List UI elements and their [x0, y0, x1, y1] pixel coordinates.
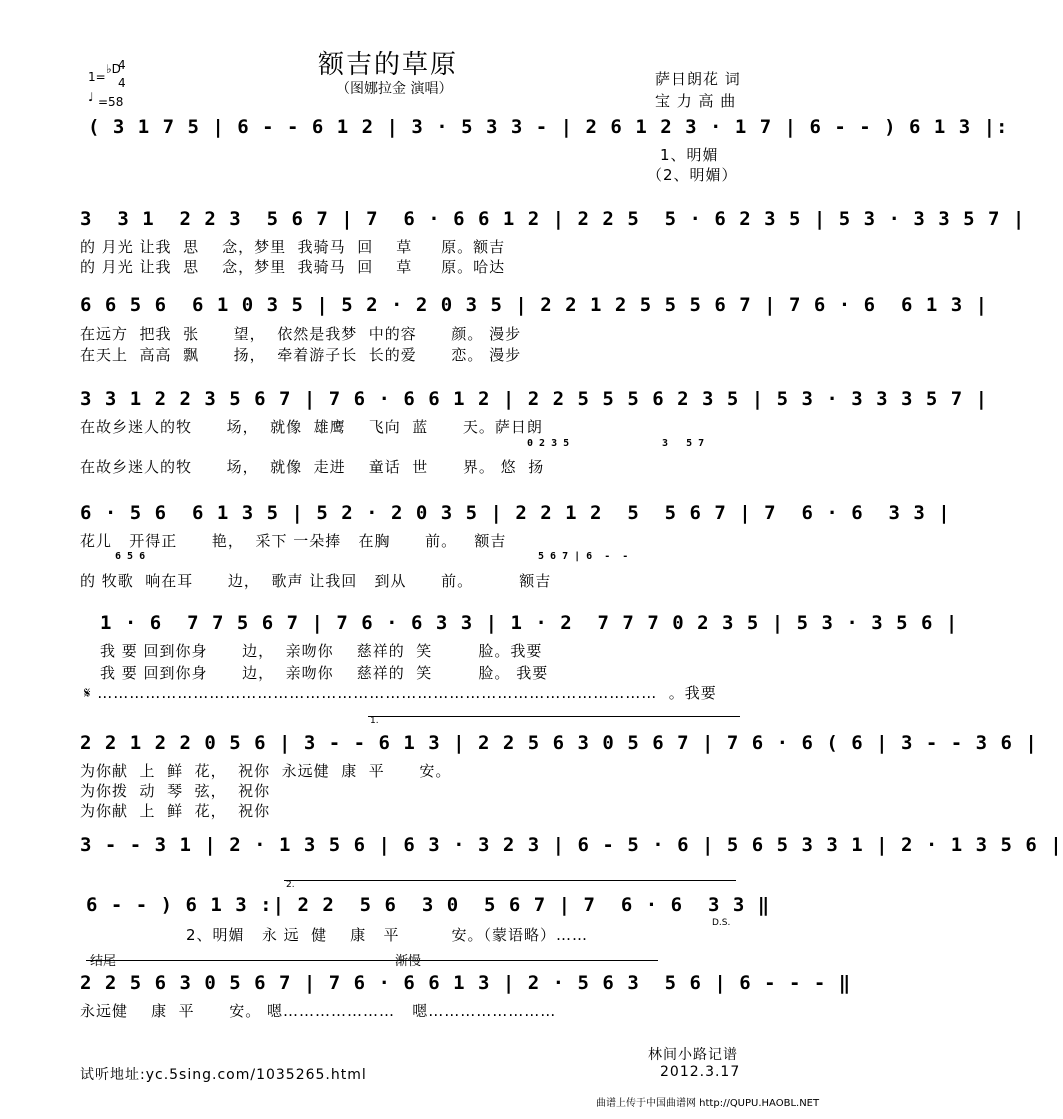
- system-1-notes: 3 3 1 2 2 3 5 6 7 | 7 6 · 6 6 1 2 | 2 2 5 5 · 6 2 3 5 | 5 3 · 3 3 5 7 |: [80, 208, 1026, 230]
- system-6-lyric-3: 为你献 上 鲜 花， 祝你: [80, 802, 271, 820]
- system-4-lyric-2: 的 牧歌 响在耳 边， 歌声 让我回 到从 前。 额吉: [80, 572, 552, 590]
- ds-marking: D.S.: [712, 918, 731, 928]
- system-6-lyric-2: 为你拨 动 琴 弦， 祝你: [80, 782, 271, 800]
- ending-label: 结尾: [90, 954, 117, 969]
- key-signature: 1=: [88, 70, 106, 84]
- system-3-small-notes-2: 3 5 7: [662, 438, 705, 449]
- watermark: 曲谱上传于中国曲谱网 http://QUPU.HAOBL.NET: [596, 1098, 820, 1109]
- system-4-small-notes-2: 5 6 7 | 6 - -: [538, 551, 629, 562]
- system-1-lyric-1: 的 月光 让我 思 念，梦里 我骑马 回 草 原。额吉: [80, 238, 506, 256]
- system-9-notes: 2 2 5 6 3 0 5 6 7 | 7 6 · 6 6 1 3 | 2 · 5 6 3 5 6 | 6 - - - ‖: [80, 972, 852, 994]
- transcriber: 林间小路记谱: [648, 1047, 738, 1063]
- volta-1: 1.: [370, 716, 379, 726]
- system-3-lyric-2: 在故乡迷人的牧 场， 就像 走进 童话 世 界。 悠 扬: [80, 458, 545, 476]
- system-3-lyric-1: 在故乡迷人的牧 场， 就像 雄鹰 飞向 蓝 天。萨日朗: [80, 418, 543, 436]
- system-8-lyric: 2、明媚 永 远 健 康 平 安。（蒙语略）……: [186, 926, 588, 944]
- time-bottom: 4: [118, 76, 126, 90]
- ending-bracket: [86, 960, 658, 961]
- system-8-notes: 6 - - ) 6 1 3 :| 2 2 5 6 3 0 5 6 7 | 7 6 · 6 3 3 ‖: [86, 894, 771, 916]
- system-7-notes: 3 - - 3 1 | 2 · 1 3 5 6 | 6 3 · 3 2 3 | 6 - 5 · 6 | 5 6 5 3 3 1 | 2 · 1 3 5 6 |: [80, 834, 1063, 856]
- volta-1-bracket: [368, 716, 740, 717]
- system-2-lyric-1: 在远方 把我 张 望， 依然是我梦 中的容 颜。 漫步: [80, 325, 522, 343]
- song-title: 额吉的草原: [318, 50, 459, 80]
- system-4-lyric-1: 花儿 开得正 艳， 采下 一朵捧 在胸 前。 额吉: [80, 532, 507, 550]
- system-6-notes: 2 2 1 2 2 0 5 6 | 3 - - 6 1 3 | 2 2 5 6 3 0 5 6 7 | 7 6 · 6 ( 6 | 3 - - 3 6 |: [80, 732, 1038, 754]
- verse-label-1: 1、明媚: [660, 146, 719, 164]
- listen-url[interactable]: 试听地址:yc.5sing.com/1035265.html: [80, 1067, 367, 1083]
- intro-notes: ( 3 1 7 5 | 6 - - 6 1 2 | 3 · 5 3 3 - | 2 6 1 2 3 · 1 7 | 6 - - ) 6 1 3 |:: [88, 116, 1009, 138]
- system-2-notes: 6 6 5 6 6 1 0 3 5 | 5 2 · 2 0 3 5 | 2 2 1 2 5 5 5 6 7 | 7 6 · 6 6 1 3 |: [80, 294, 989, 316]
- system-5-lyric-1: 我 要 回到你身 边， 亲吻你 慈祥的 笑 脸。我要: [100, 642, 543, 660]
- song-subtitle: （图娜拉金 演唱）: [336, 81, 453, 97]
- time-top: 4: [118, 58, 126, 72]
- system-5-notes: 1 · 6 7 7 5 6 7 | 7 6 · 6 3 3 | 1 · 2 7 7 7 0 2 3 5 | 5 3 · 3 5 6 |: [100, 612, 959, 634]
- system-6-lyric-1: 为你献 上 鲜 花， 祝你 永远健 康 平 安。: [80, 762, 452, 780]
- system-3-small-notes-1: 0 2 3 5: [527, 438, 570, 449]
- system-2-lyric-2: 在天上 高高 飘 扬， 牵着游子长 长的爱 恋。 漫步: [80, 346, 522, 364]
- volta-2: 2.: [286, 880, 295, 890]
- system-1-lyric-2: 的 月光 让我 思 念，梦里 我骑马 回 草 原。哈达: [80, 258, 506, 276]
- date: 2012.3.17: [660, 1064, 741, 1080]
- flat-icon: ♭D: [106, 62, 121, 76]
- composer: 宝 力 高 曲: [655, 92, 737, 110]
- system-4-small-notes-1: 6 5 6: [115, 551, 146, 562]
- system-3-notes: 3 3 1 2 2 3 5 6 7 | 7 6 · 6 6 1 2 | 2 2 5 5 5 6 2 3 5 | 5 3 · 3 3 3 5 7 |: [80, 388, 989, 410]
- lyricist: 萨日朗花 词: [655, 70, 741, 88]
- volta-2-bracket: [284, 880, 736, 881]
- system-5-lyric-2: 我 要 回到你身 边， 亲吻你 慈祥的 笑 脸。 我要: [100, 664, 549, 682]
- system-4-notes: 6 · 5 6 6 1 3 5 | 5 2 · 2 0 3 5 | 2 2 1 2 5 5 6 7 | 7 6 · 6 3 3 |: [80, 502, 951, 524]
- rit-label: 渐慢: [395, 954, 422, 969]
- quarter-note-icon: ♩: [88, 90, 94, 104]
- segno-line: 𝄋 …………………………………………………………………………………………… 。我要: [84, 684, 717, 702]
- tempo: =58: [98, 95, 124, 109]
- verse-label-2: （2、明媚）: [647, 166, 738, 184]
- system-9-lyric: 永远健 康 平 安。 嗯………………… 嗯……………………: [80, 1002, 557, 1020]
